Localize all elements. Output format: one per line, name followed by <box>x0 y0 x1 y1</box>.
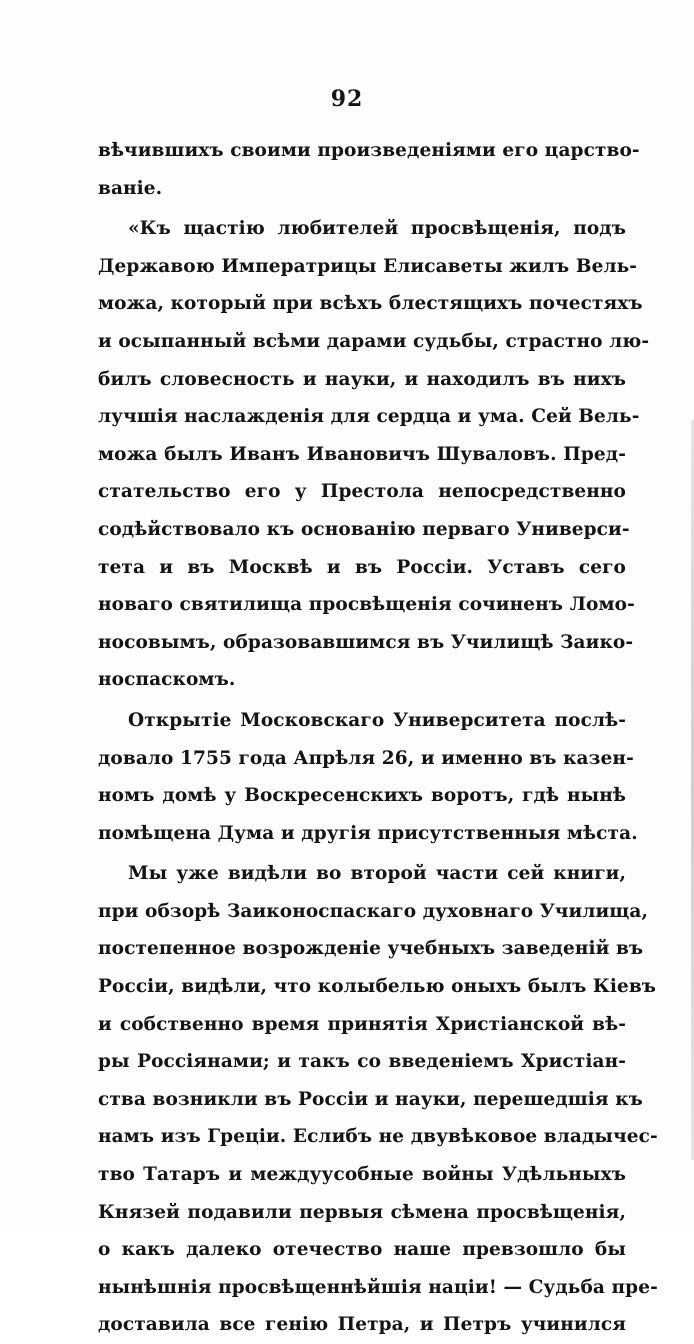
text-line: о какъ далеко отечество наше превзошло бы <box>98 1239 626 1261</box>
paragraph-start-line: Мы уже видѣли во второй части сей книги, <box>128 863 626 885</box>
paragraph-start-line: Открытіе Московскаго Университета послѣ- <box>128 709 626 731</box>
text-line: содѣйствовало къ основанію перваго Универси- <box>98 518 630 540</box>
text-line: носпаскомъ. <box>98 669 236 691</box>
text-line: при обзорѣ Заиконоспаскаго духовнаго Училища, <box>98 900 649 922</box>
text-line: Князей подавили первыя сѣмена просвѣщенія, <box>98 1201 626 1223</box>
text-line: нынѣшнія просвѣщеннѣйшія націи! — Судьба пре- <box>98 1276 658 1298</box>
text-line: и собственно время принятія Христіанской вѣ- <box>98 1013 626 1035</box>
text-line: новаго святилища просвѣщенія сочиненъ Ломо- <box>98 594 635 616</box>
text-line: помѣщена Дума и другія присутственныя мѣста. <box>98 822 638 844</box>
paragraph-start-line: «Къ щастію любителей просвѣщенія, подъ <box>128 218 626 240</box>
text-line: носовымъ, образовавшимся въ Училищѣ Заико- <box>98 631 634 653</box>
text-line: доставила все генію Петра, и Петръ учинился <box>98 1314 626 1336</box>
text-line: вѣчившихъ своими произведеніями его царство- <box>98 140 640 161</box>
text-line: билъ словесность и науки, и находилъ въ нихъ <box>98 368 626 390</box>
text-line: ры Россіянами; и такъ со введеніемъ Христіан- <box>98 1051 626 1073</box>
text-line: стательство его у Престола непосредственно <box>98 481 626 503</box>
text-line: можа былъ Иванъ Ивановичъ Шуваловъ. Пред- <box>98 443 626 465</box>
text-line: намъ изъ Греціи. Еслибъ не двувѣковое владычес- <box>98 1126 658 1148</box>
text-line: и осыпанный всѣми дарами судьбы, страстно лю- <box>98 330 650 352</box>
text-line: довало 1755 года Апрѣля 26, и именно въ казен- <box>98 747 634 769</box>
text-line: тво Татаръ и междуусобные войны Удѣльныхъ <box>98 1164 626 1186</box>
text-line: ваніе. <box>98 177 163 199</box>
text-line: тета и въ Москвѣ и въ Россіи. Уставъ сего <box>98 556 626 578</box>
page-number: 92 <box>330 86 364 112</box>
text-line: номъ домѣ у Воскресенскихъ воротъ, гдѣ нынѣ <box>98 785 626 807</box>
body-text <box>98 132 658 1344</box>
text-line: лучшія наслажденія для сердца и ума. Сей Вель- <box>98 406 640 428</box>
text-line: ства возникли въ Россіи и науки, перешедшія къ <box>98 1088 643 1110</box>
text-line: можа, который при всѣхъ блестящихъ почестяхъ <box>98 293 643 315</box>
text-line: постепенное возрожденіе учебныхъ заведеній въ <box>98 938 644 960</box>
text-line: Державою Императрицы Елисаветы жилъ Вель- <box>98 255 638 277</box>
text-line: Россіи, видѣли, что колыбелью оныхъ былъ Кіевъ <box>98 976 657 998</box>
